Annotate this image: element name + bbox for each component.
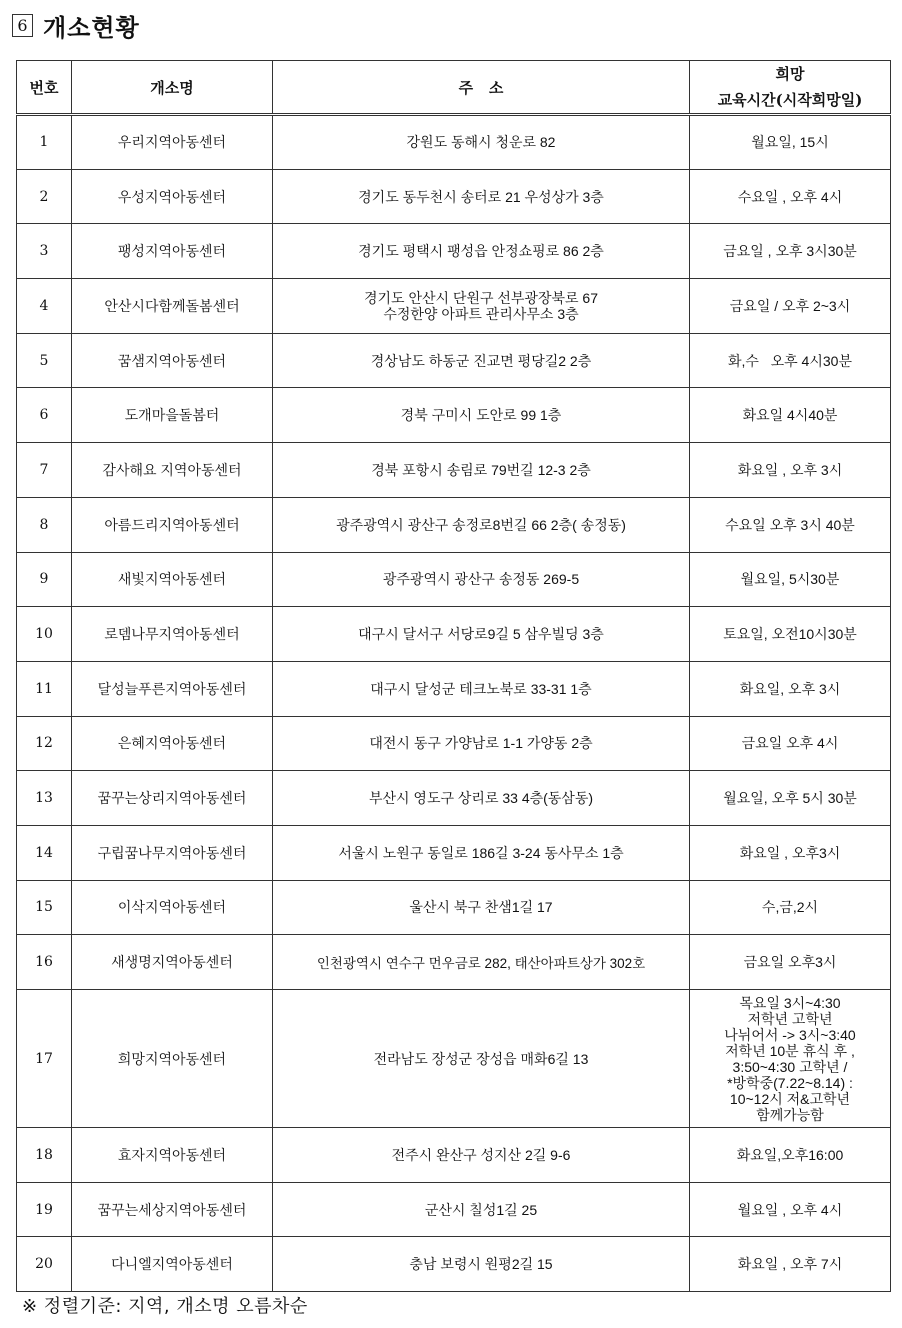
row-number: 14 [17,825,72,880]
center-address: 대구시 달서구 서당로9길 5 삼우빌딩 3층 [273,607,690,662]
row-number: 1 [17,115,72,170]
preferred-time-line: 저학년 10분 휴식 후 , [725,1042,855,1059]
preferred-time: 토요일, 오전10시30분 [690,607,891,662]
table-row [17,990,891,1128]
center-address-line1: 경기도 안산시 단원구 선부광장북로 67 [364,289,598,306]
center-address: 울산시 북구 찬샘1길 17 [273,880,690,935]
center-address: 전주시 완산구 성지산 2길 9-6 [273,1128,690,1183]
center-name: 효자지역아동센터 [72,1128,273,1183]
row-number: 7 [17,443,72,498]
center-name: 로뎀나무지역아동센터 [72,607,273,662]
center-name: 이삭지역아동센터 [72,880,273,935]
center-name: 안산시다함께돌봄센터 [72,279,273,334]
row-number: 13 [17,771,72,826]
center-address-line2: 수정한양 아파트 관리사무소 3층 [383,305,579,322]
center-address: 인천광역시 연수구 먼우금로 282, 태산아파트상가 302호 [273,935,690,990]
table-row [17,1128,891,1183]
center-name: 감사해요 지역아동센터 [72,443,273,498]
header-time [690,61,891,115]
table-row [17,880,891,935]
preferred-time-line: 10~12시 저&고학년 [729,1090,851,1107]
center-name: 도개마을돌봄터 [72,388,273,443]
row-number: 18 [17,1128,72,1183]
center-name: 다니엘지역아동센터 [72,1237,273,1292]
table-row [17,279,891,334]
row-number: 5 [17,333,72,388]
center-address: 경북 포항시 송림로 79번길 12-3 2층 [273,443,690,498]
table-row [17,661,891,716]
table-row [17,1237,891,1292]
header-time-line2: 교육시간(시작희망일) [717,91,863,109]
table-header-row [17,61,891,115]
center-address: 경기도 평택시 팽성읍 안정쇼핑로 86 2층 [273,224,690,279]
header-address: 주 소 [273,61,690,115]
row-number: 11 [17,661,72,716]
row-number: 16 [17,935,72,990]
preferred-time-line: 나뉘어서 -> 3시~3:40 [724,1026,856,1043]
table-row [17,716,891,771]
center-name: 희망지역아동센터 [72,990,273,1128]
preferred-time-line: 목요일 3시~4:30 [739,994,841,1011]
preferred-time: 수요일 오후 3시 40분 [690,497,891,552]
section-title: 개소현황 [43,13,140,42]
center-address [273,279,690,334]
table-row [17,169,891,224]
table-row [17,771,891,826]
preferred-time: 금요일 , 오후 3시30분 [690,224,891,279]
preferred-time: 수,금,2시 [690,880,891,935]
center-address: 전라남도 장성군 장성읍 매화6길 13 [273,990,690,1128]
preferred-time: 월요일, 오후 5시 30분 [690,771,891,826]
table-row [17,825,891,880]
center-name: 달성늘푸른지역아동센터 [72,661,273,716]
row-number: 15 [17,880,72,935]
center-address: 군산시 칠성1길 25 [273,1182,690,1237]
row-number: 6 [17,388,72,443]
center-address: 대구시 달성군 테크노북로 33-31 1층 [273,661,690,716]
preferred-time: 수요일 , 오후 4시 [690,169,891,224]
center-address: 서울시 노원구 동일로 186길 3-24 동사무소 1층 [273,825,690,880]
center-address: 경상남도 하동군 진교면 평당길2 2층 [273,333,690,388]
preferred-time: 화요일 , 오후3시 [690,825,891,880]
preferred-time: 화요일 , 오후 3시 [690,443,891,498]
header-no: 번호 [17,61,72,115]
center-name: 우성지역아동센터 [72,169,273,224]
preferred-time-line: 함께가능함 [756,1106,824,1123]
preferred-time-line: *방학중(7.22~8.14) : [727,1074,853,1091]
row-number: 8 [17,497,72,552]
preferred-time: 화요일 , 오후 7시 [690,1237,891,1292]
row-number: 2 [17,169,72,224]
header-time-line1: 희망 [775,65,805,83]
center-name: 꿈샘지역아동센터 [72,333,273,388]
preferred-time: 화요일,오후16:00 [690,1128,891,1183]
section-number-box: 6 [12,14,33,37]
row-number: 9 [17,552,72,607]
preferred-time: 화요일, 오후 3시 [690,661,891,716]
table-row [17,388,891,443]
table-row [17,1182,891,1237]
sort-criteria-note: ※ 정렬기준: 지역, 개소명 오름차순 [22,1296,308,1317]
center-address: 강원도 동해시 청운로 82 [273,115,690,170]
preferred-time: 월요일, 5시30분 [690,552,891,607]
row-number: 19 [17,1182,72,1237]
preferred-time: 월요일, 15시 [690,115,891,170]
preferred-time: 금요일 오후3시 [690,935,891,990]
table-row [17,552,891,607]
table-row [17,497,891,552]
center-address: 충남 보령시 원평2길 15 [273,1237,690,1292]
table-row [17,935,891,990]
center-address: 부산시 영도구 상리로 33 4층(동삼동) [273,771,690,826]
table-row [17,333,891,388]
table-row [17,115,891,170]
center-name: 새빛지역아동센터 [72,552,273,607]
preferred-time: 화,수 오후 4시30분 [690,333,891,388]
center-name: 새생명지역아동센터 [72,935,273,990]
center-address: 경북 구미시 도안로 99 1층 [273,388,690,443]
center-name: 아름드리지역아동센터 [72,497,273,552]
center-address: 광주광역시 광산구 송정동 269-5 [273,552,690,607]
row-number: 12 [17,716,72,771]
preferred-time-line: 저학년 고학년 [747,1010,833,1027]
preferred-time: 금요일 / 오후 2~3시 [690,279,891,334]
center-name: 꿈꾸는상리지역아동센터 [72,771,273,826]
row-number: 3 [17,224,72,279]
row-number: 10 [17,607,72,662]
center-status-table [16,60,891,1292]
center-name: 꿈꾸는세상지역아동센터 [72,1182,273,1237]
header-name: 개소명 [72,61,273,115]
row-number: 20 [17,1237,72,1292]
table-row [17,607,891,662]
center-name: 구립꿈나무지역아동센터 [72,825,273,880]
preferred-time: 금요일 오후 4시 [690,716,891,771]
table-row [17,224,891,279]
center-name: 우리지역아동센터 [72,115,273,170]
center-name: 은혜지역아동센터 [72,716,273,771]
preferred-time [690,990,891,1128]
preferred-time-line: 3:50~4:30 고학년 / [732,1058,848,1075]
center-name: 팽성지역아동센터 [72,224,273,279]
row-number: 17 [17,990,72,1128]
row-number: 4 [17,279,72,334]
center-address: 광주광역시 광산구 송정로8번길 66 2층( 송정동) [273,497,690,552]
table-row [17,443,891,498]
preferred-time: 화요일 4시40분 [690,388,891,443]
center-address: 경기도 동두천시 송터로 21 우성상가 3층 [273,169,690,224]
preferred-time: 월요일 , 오후 4시 [690,1182,891,1237]
center-address: 대전시 동구 가양남로 1-1 가양동 2층 [273,716,690,771]
section-heading [12,8,140,42]
